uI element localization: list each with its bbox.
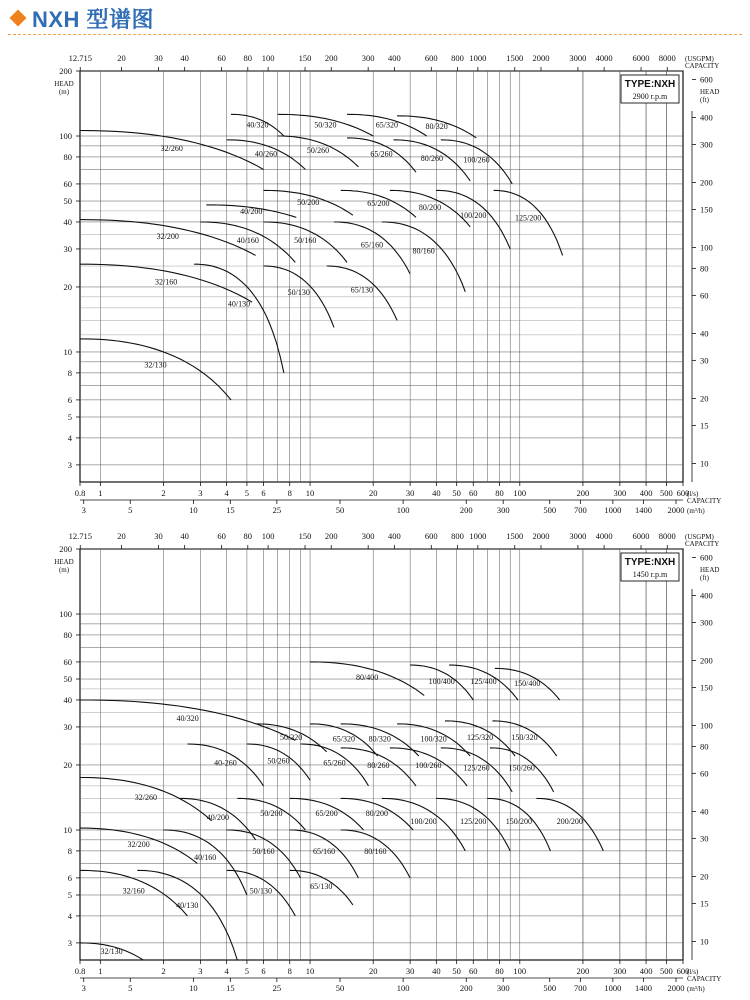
- usgpm-tick-label: 40: [180, 531, 189, 541]
- curve-label: 50/320: [280, 732, 303, 742]
- head-m-tick-label: 3: [67, 459, 72, 470]
- curve-label: 125/320: [466, 732, 494, 742]
- usgpm-tick-label: 200: [324, 53, 338, 63]
- m3h-tick-label: 700: [573, 505, 587, 515]
- m3h-tick-label: 500: [543, 983, 557, 993]
- m3h-tick-label: 15: [226, 505, 235, 515]
- ls-tick-label: 400: [639, 488, 653, 498]
- head-m-tick-label: 60: [63, 178, 72, 189]
- curve-label: 100/200: [410, 817, 437, 827]
- ls-tick-label: 300: [613, 966, 627, 976]
- curve-label: 50/130: [287, 287, 310, 297]
- head-m-tick-label: 80: [63, 629, 72, 640]
- curve-label: 125/200: [514, 213, 542, 223]
- curve-label: 40/160: [194, 852, 217, 862]
- head-m-tick-label: 3: [67, 937, 72, 948]
- usgpm-tick-label: 6000: [632, 53, 650, 63]
- ls-tick-label: 3: [198, 488, 203, 498]
- curve-label: 100/200: [460, 211, 487, 221]
- m3h-tick-label: 3: [81, 983, 86, 993]
- usgpm-tick-label: 20: [117, 531, 126, 541]
- curve-label: 65/200: [315, 808, 338, 818]
- ls-tick-label: 80: [495, 966, 504, 976]
- ls-tick-label: 30: [405, 966, 415, 976]
- usgpm-unit-label: (USGPM): [685, 533, 714, 541]
- ls-unit-label: (l/s): [687, 490, 699, 498]
- capacity-caption: CAPACITY: [687, 497, 722, 505]
- ls-tick-label: 60: [469, 488, 478, 498]
- usgpm-tick-label: 1500: [506, 53, 524, 63]
- ls-tick-label: 100: [513, 488, 527, 498]
- ls-tick-label: 4: [224, 488, 229, 498]
- head-m-unit-label: (m): [58, 566, 70, 574]
- m3h-tick-label: 1000: [604, 505, 622, 515]
- curve-label: 100/260: [415, 760, 442, 770]
- m3h-tick-label: 2000: [667, 505, 685, 515]
- head-m-tick-label: 30: [63, 721, 72, 732]
- head-ft-tick-label: 100: [700, 720, 713, 731]
- head-ft-unit-label: (ft): [700, 574, 709, 582]
- head-ft-tick-label: 80: [700, 263, 709, 274]
- usgpm-tick-label: 12.715: [68, 53, 92, 63]
- head-ft-tick-label: 40: [700, 806, 709, 817]
- usgpm-tick-label: 800: [451, 53, 464, 63]
- head-m-tick-label: 6: [67, 872, 72, 883]
- usgpm-tick-label: 2000: [532, 53, 550, 63]
- usgpm-tick-label: 60: [217, 531, 226, 541]
- m3h-tick-label: 1400: [635, 505, 653, 515]
- ls-tick-label: 10: [305, 966, 315, 976]
- ls-tick-label: 2: [161, 966, 166, 976]
- m3h-tick-label: 50: [335, 983, 345, 993]
- head-m-tick-label: 40: [63, 694, 72, 705]
- head-ft-tick-label: 600: [700, 74, 713, 85]
- m3h-tick-label: 10: [189, 983, 198, 993]
- head-m-tick-label: 4: [67, 432, 72, 443]
- usgpm-tick-label: 1000: [469, 531, 487, 541]
- m3h-tick-label: 300: [496, 505, 510, 515]
- pump-curve-40-130: [194, 264, 284, 373]
- head-m-tick-label: 100: [59, 131, 72, 142]
- curve-label: 100/260: [463, 155, 490, 165]
- ls-tick-label: 20: [368, 966, 378, 976]
- m3h-tick-label: 200: [459, 505, 473, 515]
- type-label: TYPE:NXH: [624, 557, 676, 568]
- curve-label: 50/320: [314, 120, 337, 130]
- head-ft-tick-label: 80: [700, 741, 709, 752]
- usgpm-caption: CAPACITY: [685, 62, 720, 70]
- usgpm-tick-label: 400: [388, 53, 401, 63]
- usgpm-tick-label: 4000: [595, 53, 613, 63]
- curve-label: 125/260: [463, 763, 490, 773]
- head-ft-tick-label: 200: [700, 177, 713, 188]
- curve-label: 40/130: [227, 299, 251, 309]
- curve-label: 150/400: [514, 678, 541, 688]
- usgpm-tick-label: 3000: [569, 531, 587, 541]
- ls-tick-label: 200: [576, 488, 590, 498]
- m3h-tick-label: 300: [496, 983, 510, 993]
- curve-label: 80/320: [368, 734, 391, 744]
- head-ft-tick-label: 400: [700, 590, 713, 601]
- m3h-tick-label: 15: [226, 983, 235, 993]
- head-m-tick-label: 5: [67, 411, 72, 422]
- head-ft-tick-label: 10: [700, 458, 709, 469]
- curve-label: 40-260: [214, 758, 237, 768]
- ls-tick-label: 8: [287, 966, 292, 976]
- header-divider: [8, 34, 742, 35]
- curve-label: 40/130: [176, 900, 199, 910]
- ls-tick-label: 500: [660, 488, 673, 498]
- m3h-tick-label: 100: [396, 983, 410, 993]
- curve-label: 65/160: [360, 240, 384, 250]
- head-ft-tick-label: 150: [700, 204, 713, 215]
- curve-label: 65/130: [350, 285, 373, 295]
- head-ft-tick-label: 600: [700, 552, 713, 563]
- m3h-tick-label: 100: [396, 505, 410, 515]
- curve-label: 65/130: [310, 882, 333, 892]
- usgpm-tick-label: 200: [324, 531, 338, 541]
- curve-label: 80/200: [365, 808, 389, 818]
- ls-tick-label: 6: [261, 966, 266, 976]
- ls-tick-label: 600: [676, 488, 690, 498]
- ls-tick-label: 50: [452, 966, 461, 976]
- head-ft-tick-label: 60: [700, 768, 709, 779]
- ls-tick-label: 500: [660, 966, 673, 976]
- m3h-tick-label: 500: [543, 505, 557, 515]
- speed-label: 2900 r.p.m: [632, 92, 668, 101]
- usgpm-tick-label: 6000: [632, 531, 650, 541]
- usgpm-tick-label: 80: [243, 531, 253, 541]
- curve-label: 100/400: [428, 676, 455, 686]
- usgpm-tick-label: 8000: [658, 531, 676, 541]
- curve-label: 125/400: [470, 676, 497, 686]
- m3h-tick-label: 200: [459, 983, 473, 993]
- curve-label: 50/200: [260, 808, 283, 818]
- m3h-tick-label: 5: [128, 505, 133, 515]
- usgpm-tick-label: 600: [424, 53, 438, 63]
- m3h-tick-label: 1400: [635, 983, 653, 993]
- usgpm-tick-label: 4000: [595, 531, 613, 541]
- capacity-caption: CAPACITY: [687, 975, 722, 983]
- ls-tick-label: 1: [98, 488, 103, 498]
- usgpm-tick-label: 8000: [658, 53, 676, 63]
- ls-tick-label: 2: [161, 488, 166, 498]
- m3h-tick-label: 10: [189, 505, 198, 515]
- m3h-tick-label: 3: [81, 505, 86, 515]
- usgpm-tick-label: 30: [154, 531, 163, 541]
- m3h-tick-label: 50: [335, 505, 345, 515]
- usgpm-tick-label: 1500: [506, 531, 524, 541]
- head-m-tick-label: 30: [63, 243, 72, 254]
- usgpm-tick-label: 400: [388, 531, 401, 541]
- diamond-icon: [10, 10, 27, 27]
- curve-label: 40/200: [206, 812, 229, 822]
- curve-label: 40/160: [236, 235, 259, 245]
- usgpm-tick-label: 80: [243, 53, 253, 63]
- head-ft-tick-label: 100: [700, 242, 713, 253]
- head-ft-tick-label: 30: [700, 355, 709, 366]
- head-ft-tick-label: 20: [700, 393, 709, 404]
- head-m-tick-label: 5: [67, 889, 72, 900]
- ls-tick-label: 40: [432, 966, 441, 976]
- head-m-axis-label: HEAD: [54, 80, 74, 88]
- curve-label: 40/320: [246, 120, 269, 130]
- usgpm-caption: CAPACITY: [685, 540, 720, 548]
- curve-label: 40/260: [254, 149, 278, 159]
- usgpm-unit-label: (USGPM): [685, 55, 714, 63]
- head-m-tick-label: 200: [59, 544, 72, 554]
- speed-label: 1450 r.p.m: [632, 570, 668, 579]
- curve-label: 65/260: [370, 149, 393, 159]
- ls-tick-label: 4: [224, 966, 229, 976]
- usgpm-tick-label: 12.715: [68, 531, 92, 541]
- curve-label: 80/400: [355, 673, 379, 683]
- usgpm-tick-label: 3000: [569, 53, 587, 63]
- head-m-tick-label: 20: [63, 281, 72, 292]
- curve-label: 65/320: [332, 734, 355, 744]
- ls-tick-label: 60: [469, 966, 478, 976]
- usgpm-tick-label: 40: [180, 53, 189, 63]
- ls-tick-label: 5: [244, 488, 250, 498]
- head-m-tick-label: 20: [63, 759, 72, 770]
- pump-curve-80-160: [382, 222, 465, 292]
- ls-tick-label: 10: [305, 488, 315, 498]
- plot-frame: [80, 549, 683, 960]
- curve-label: 100/320: [420, 734, 447, 744]
- ls-tick-label: 100: [513, 966, 527, 976]
- ls-tick-label: 600: [676, 966, 690, 976]
- head-m-tick-label: 200: [59, 66, 72, 76]
- curve-label: 40/320: [176, 713, 199, 723]
- curve-label: 50/260: [306, 146, 330, 156]
- head-m-tick-label: 80: [63, 151, 72, 162]
- curve-label: 125/200: [460, 817, 487, 827]
- curve-label: 50/160: [294, 235, 317, 245]
- ls-tick-label: 5: [244, 966, 250, 976]
- curve-label: 50/260: [267, 756, 290, 766]
- page-title: NXH 型谱图: [32, 6, 155, 32]
- curve-label: 40/200: [240, 206, 263, 216]
- m3h-unit-label: (m³/h): [687, 985, 705, 993]
- head-ft-tick-label: 20: [700, 871, 709, 882]
- head-ft-tick-label: 60: [700, 290, 709, 301]
- m3h-tick-label: 700: [573, 983, 587, 993]
- usgpm-tick-label: 600: [424, 531, 438, 541]
- ls-tick-label: 1: [98, 966, 103, 976]
- head-ft-tick-label: 300: [700, 617, 713, 628]
- curve-label: 150/320: [511, 732, 538, 742]
- head-ft-axis-label: HEAD: [700, 88, 720, 96]
- ls-tick-label: 6: [261, 488, 266, 498]
- ls-tick-label: 300: [613, 488, 627, 498]
- curve-label: 80/260: [367, 760, 390, 770]
- head-m-tick-label: 50: [63, 674, 72, 685]
- curve-label: 50/160: [252, 846, 275, 856]
- head-m-tick-label: 100: [59, 609, 72, 620]
- ls-tick-label: 20: [368, 488, 378, 498]
- m3h-tick-label: 25: [272, 505, 282, 515]
- curve-label: 32/130: [144, 360, 167, 370]
- head-ft-tick-label: 400: [700, 112, 713, 123]
- usgpm-tick-label: 150: [298, 531, 312, 541]
- pump-curve-125-200: [494, 190, 563, 255]
- ls-tick-label: 30: [405, 488, 415, 498]
- usgpm-tick-label: 60: [217, 53, 226, 63]
- ls-tick-label: 200: [576, 966, 590, 976]
- curve-label: 80/200: [418, 202, 442, 212]
- head-ft-tick-label: 300: [700, 139, 713, 150]
- head-m-tick-label: 50: [63, 196, 72, 207]
- ls-tick-label: 400: [639, 966, 653, 976]
- usgpm-tick-label: 20: [117, 53, 126, 63]
- ls-tick-label: 80: [495, 488, 504, 498]
- head-ft-axis-label: HEAD: [700, 566, 720, 574]
- curve-label: 32/260: [134, 792, 158, 802]
- curve-label: 32/200: [156, 231, 179, 241]
- curve-label: 80/160: [364, 846, 387, 856]
- head-ft-tick-label: 15: [700, 420, 709, 431]
- ls-tick-label: 8: [287, 488, 292, 498]
- curve-label: 65/320: [375, 120, 398, 130]
- head-m-tick-label: 60: [63, 656, 72, 667]
- usgpm-tick-label: 300: [361, 53, 375, 63]
- curve-label: 32/160: [122, 886, 145, 896]
- head-ft-unit-label: (ft): [700, 96, 709, 104]
- curve-label: 32/200: [127, 840, 150, 850]
- curve-label: 32/130: [100, 947, 123, 957]
- usgpm-tick-label: 800: [451, 531, 464, 541]
- head-m-tick-label: 10: [63, 346, 72, 357]
- type-label: TYPE:NXH: [624, 79, 676, 90]
- ls-tick-label: 40: [432, 488, 441, 498]
- head-ft-tick-label: 40: [700, 328, 709, 339]
- curve-label: 80/260: [420, 154, 443, 164]
- curve-label: 80/320: [425, 122, 448, 132]
- head-m-tick-label: 8: [67, 367, 72, 378]
- usgpm-tick-label: 30: [154, 53, 163, 63]
- usgpm-tick-label: 100: [261, 53, 275, 63]
- ls-tick-label: 50: [452, 488, 461, 498]
- curve-label: 150/200: [505, 817, 532, 827]
- curve-label: 150/260: [508, 763, 535, 773]
- chart-1450-rpm: [0, 518, 750, 998]
- usgpm-tick-label: 1000: [469, 53, 487, 63]
- curve-label: 200/200: [556, 817, 583, 827]
- curve-label: 32/260: [160, 144, 183, 154]
- curve-label: 65/160: [312, 846, 336, 856]
- m3h-unit-label: (m³/h): [687, 507, 705, 515]
- m3h-tick-label: 25: [272, 983, 282, 993]
- head-ft-tick-label: 15: [700, 898, 709, 909]
- usgpm-tick-label: 150: [298, 53, 312, 63]
- m3h-tick-label: 5: [128, 983, 133, 993]
- head-m-tick-label: 6: [67, 394, 72, 405]
- curve-label: 32/160: [154, 277, 178, 287]
- curve-label: 65/260: [323, 758, 346, 768]
- head-m-tick-label: 10: [63, 824, 72, 835]
- ls-tick-label: 0.8: [74, 966, 86, 976]
- head-ft-tick-label: 200: [700, 655, 713, 666]
- curve-label: 50/130: [249, 886, 273, 896]
- head-ft-tick-label: 30: [700, 833, 709, 844]
- head-m-unit-label: (m): [58, 88, 70, 96]
- usgpm-tick-label: 100: [261, 531, 275, 541]
- head-ft-tick-label: 10: [700, 936, 709, 947]
- chart-2900-rpm: [0, 40, 750, 520]
- head-m-tick-label: 4: [67, 910, 72, 921]
- curve-label: 80/160: [412, 246, 435, 256]
- ls-tick-label: 3: [198, 966, 203, 976]
- ls-tick-label: 0.8: [74, 488, 86, 498]
- head-m-axis-label: HEAD: [54, 558, 74, 566]
- head-m-tick-label: 8: [67, 845, 72, 856]
- m3h-tick-label: 2000: [667, 983, 685, 993]
- head-m-tick-label: 40: [63, 216, 72, 227]
- ls-unit-label: (l/s): [687, 968, 699, 976]
- m3h-tick-label: 1000: [604, 983, 622, 993]
- head-ft-tick-label: 150: [700, 682, 713, 693]
- usgpm-tick-label: 300: [361, 531, 375, 541]
- curve-label: 65/200: [367, 198, 390, 208]
- curve-label: 50/200: [297, 197, 320, 207]
- page-header: [8, 4, 154, 32]
- usgpm-tick-label: 2000: [532, 531, 550, 541]
